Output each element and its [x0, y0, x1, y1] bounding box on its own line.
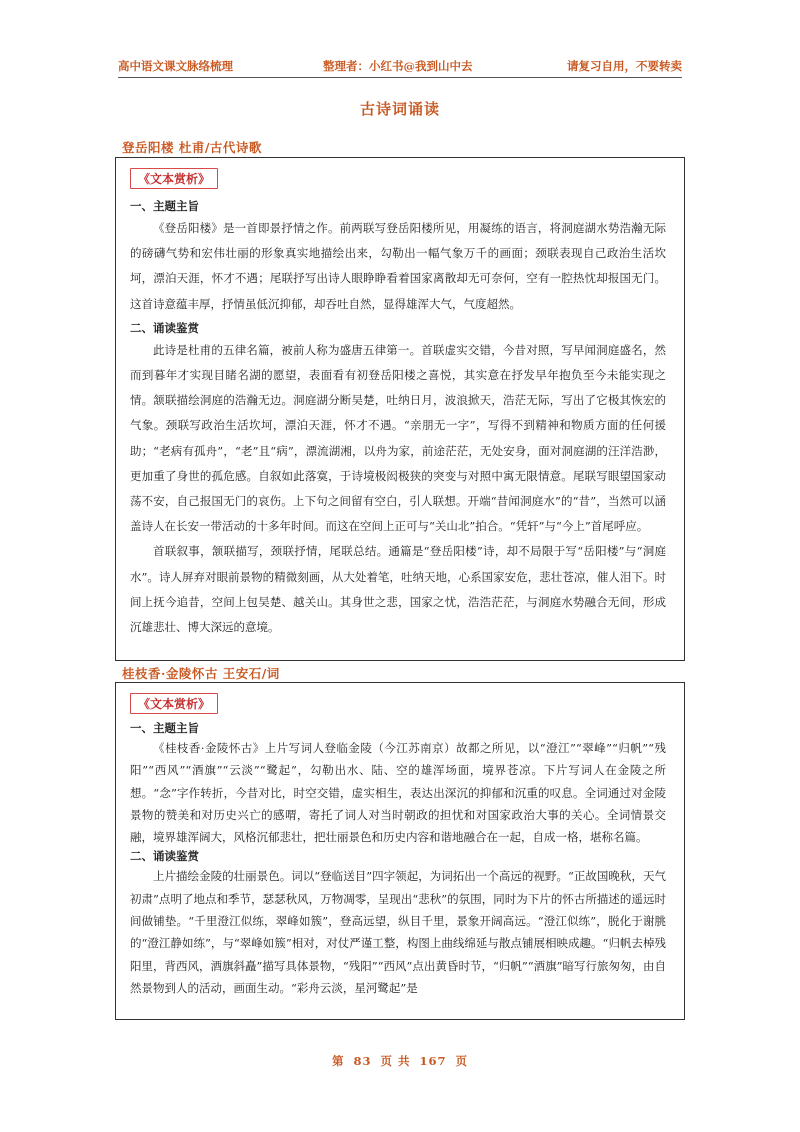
- section-title-1: 登岳阳楼 杜甫/古代诗歌: [122, 140, 262, 155]
- theme-paragraph: 《桂枝香·金陵怀古》上片写词人登临金陵（今江苏南京）故都之所见，以“澄江”“翠峰”“归帆”“残阳”“西风”“酒旗”“云淡”“鹭起”，勾勒出水、陆、空的雄浑场面，境界苍凉。下片写词人在金陵之所想。“念”字作转折，今昔对比，时空交错，虚实相生，表达出深沉的抑郁和沉重的叹息。全词通过对金陵景物的赞美和对历史兴亡的感喟，寄托了词人对当时朝政的担忧和对国家政治大事的关心。全词情景交融，境界雄浑阔大，风格沉郁悲壮，把壮丽景色和历史内容和谐地融合在一起，自成一格，堪称名篇。: [130, 741, 666, 845]
- header-right-text: 请复习自用，不要转卖: [567, 59, 682, 73]
- page-title: 古诗词诵读: [359, 100, 440, 118]
- text-analysis-badge: 《文本赏析》: [130, 168, 218, 189]
- header-divider: [118, 77, 682, 78]
- footer-prefix: 第: [331, 1054, 345, 1068]
- header-author-text: 整理者：小红书@我到山中去: [323, 59, 473, 73]
- appreciation-paragraph-1: 此诗是杜甫的五律名篇，被前人称为盛唐五律第一。首联虚实交错，今昔对照，写早闻洞庭盛名，然而到暮年才实现目睹名湖的愿望，表面看有初登岳阳楼之喜悦，其实意在抒发早年抱负至今未能实现之情。颔联描绘洞庭的浩瀚无边。洞庭湖分断吴楚，吐纳日月，波浪掀天，浩茫无际，写出了它极其恢宏的气象。颈联写政治生活坎坷，漂泊天涯，怀才不遇。“亲朋无一字”，写得不到精神和物质方面的任何援助；“老病有孤舟”，“老”且“病”，漂流湖湘，以舟为家，前途茫茫，无处安身，面对洞庭湖的汪洋浩渺，更加重了身世的孤危感。自叙如此落寞，于诗境极闳极狭的突变与对照中寓无限情意。尾联写眼望国家动荡不安，自己报国无门的哀伤。上下句之间留有空白，引人联想。开端“昔闻洞庭水”的“昔”，当然可以涵盖诗人在长安一带活动的十多年时间。而这在空间上正可与“关山北”拍合。“凭轩”与“今上”首尾呼应。: [130, 342, 666, 534]
- analysis-card-1: [115, 157, 685, 661]
- page-header: [118, 58, 682, 76]
- appreciation-paragraph-1: 上片描绘金陵的壮丽景色。词以“登临送目”四字领起，为词拓出一个高远的视野。“正故国晚秋，天气初肃”点明了地点和季节，瑟瑟秋风，万物凋零，呈现出“悲秋”的氛围，同时为下片的怀古所描述的遥远时间做铺垫。“千里澄江似练，翠峰如簇”，登高远望，纵目千里，景象开阔高远。“澄江似练”，脱化于谢朓的“澄江静如练”，与“翠峰如簇”相对，对仗严谨工整，构图上曲线绵延与散点铺展相映成趣。“归帆去棹残阳里，背西风，酒旗斜矗”描写具体景物，“残阳”“西风”点出黄昏时节，“归帆”“酒旗”暗写行旅匆匆，由自然景物到人的活动，画面生动。“彩舟云淡，星河鹭起”是: [130, 869, 666, 995]
- analysis-card-2: [115, 682, 685, 1020]
- theme-paragraph: 《登岳阳楼》是一首即景抒情之作。前两联写登岳阳楼所见，用凝练的语言，将洞庭湖水势浩瀚无际的磅礴气势和宏伟壮丽的形象真实地描绘出来，勾勒出一幅气象万千的画面；颈联表现自己政治生活坎坷，漂泊天涯，怀才不遇；尾联抒写出诗人眼睁睁看着国家离散却无可奈何，空有一腔热忱却报国无门。这首诗意蕴丰厚，抒情虽低沉抑郁，却吞吐自然，显得雄浑大气，气度超然。: [130, 221, 666, 311]
- theme-heading: 一、主题主旨: [130, 721, 199, 735]
- footer-page-number: 83: [353, 1054, 372, 1068]
- theme-heading: 一、主题主旨: [130, 199, 199, 213]
- appreciation-heading: 二、诵读鉴赏: [130, 320, 199, 335]
- footer-suffix: 页: [455, 1054, 469, 1068]
- text-analysis-badge: 《文本赏析》: [130, 693, 218, 714]
- appreciation-paragraph-2: 首联叙事，颔联描写，颈联抒情，尾联总结。通篇是“登岳阳楼”诗，却不局限于写“岳阳楼”与“洞庭水”。诗人屏弃对眼前景物的精微刻画，从大处着笔，吐纳天地，心系国家安危，悲壮苍凉，催人泪下。时间上抚今追昔，空间上包吴楚、越关山。其身世之悲，国家之忧，浩浩茫茫，与洞庭水势融合无间，形成沉雄悲壮、博大深远的意境。: [130, 544, 666, 635]
- footer-total-pages: 167: [419, 1054, 447, 1068]
- page-footer: [0, 1053, 800, 1069]
- footer-middle: 页 共: [380, 1054, 411, 1068]
- section-title-2: 桂枝香·金陵怀古 王安石/词: [122, 666, 280, 681]
- appreciation-heading: 二、诵读鉴赏: [130, 849, 199, 864]
- header-left-text: 高中语文课文脉络梳理: [118, 59, 233, 73]
